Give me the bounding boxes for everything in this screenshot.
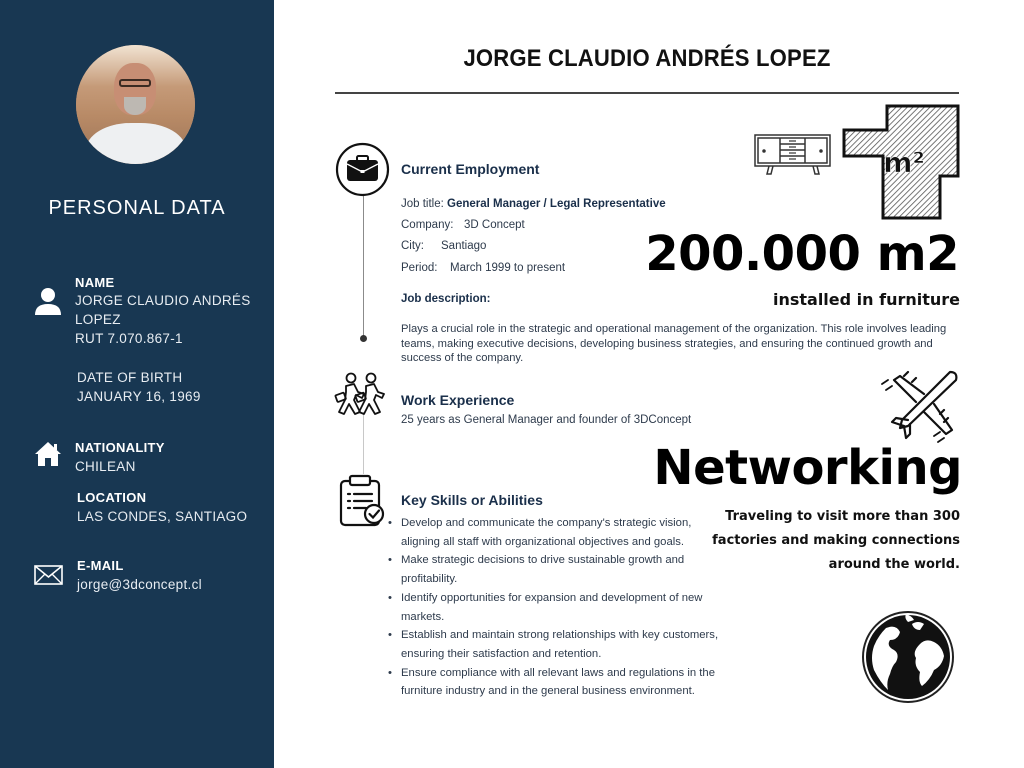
nationality-label: NATIONALITY	[75, 440, 165, 455]
page-title: JORGE CLAUDIO ANDRÉS LOPEZ	[463, 45, 831, 72]
airplane-icon	[878, 368, 962, 444]
clipboard-check-icon	[339, 474, 387, 528]
timeline-dot	[360, 335, 367, 342]
personal-data-heading: PERSONAL DATA	[48, 197, 226, 219]
nationality-value: CHILEAN	[75, 459, 136, 474]
sideboard-icon	[754, 133, 832, 177]
work-experience-heading: Work Experience	[401, 392, 515, 408]
floor-plan-icon	[842, 104, 960, 220]
period-label: Period:	[401, 262, 438, 274]
networking-caption: Traveling to visit more than 300 factories and making connections around the world.	[712, 509, 960, 572]
email-value[interactable]: jorge@3dconcept.cl	[77, 577, 202, 592]
job-description-label: Job description:	[401, 293, 491, 305]
location-label: LOCATION	[77, 490, 147, 505]
job-title-value: General Manager / Legal Representative	[447, 198, 666, 210]
profile-photo	[76, 45, 195, 164]
title-divider	[335, 92, 959, 94]
skill-item: • Ensure compliance with all relevant laws and regulations in the furniture industry and in the general business environment.	[388, 664, 723, 701]
area-stat-caption: installed in furniture	[772, 290, 960, 309]
key-skills-list	[388, 514, 723, 701]
home-icon	[34, 441, 62, 467]
work-experience-text: 25 years as General Manager and founder of 3DConcept	[401, 414, 692, 426]
company-value: 3D Concept	[464, 219, 525, 231]
area-stat-value: 200.000 m2	[645, 226, 959, 282]
name-label: NAME	[75, 275, 115, 290]
networking-heading: Networking	[653, 440, 962, 496]
skill-item: • Establish and maintain strong relationships with key customers, ensuring their satisfaction and retention.	[388, 626, 723, 663]
briefcase-icon	[335, 142, 390, 197]
rut-value: RUT 7.070.867-1	[75, 331, 183, 346]
person-icon	[34, 287, 62, 317]
key-skills-heading: Key Skills or Abilities	[401, 492, 543, 508]
city-label: City:	[401, 240, 424, 252]
city-value: Santiago	[441, 240, 487, 252]
period-value: March 1999 to present	[450, 262, 566, 274]
skill-item: • Identify opportunities for expansion and development of new markets.	[388, 589, 723, 626]
company-field	[401, 219, 525, 231]
floor-plan-label: m²	[883, 146, 925, 179]
city-field	[401, 240, 486, 252]
timeline-line	[363, 195, 364, 337]
personal-data-sidebar	[0, 0, 274, 768]
job-title-label: Job title:	[401, 198, 444, 210]
period-field	[401, 262, 565, 274]
skill-item: • Make strategic decisions to drive sustainable growth and profitability.	[388, 551, 723, 588]
skill-item: • Develop and communicate the company's strategic vision, aligning all staff with organizational objectives and goals.	[388, 514, 723, 551]
company-label: Company:	[401, 219, 454, 231]
timeline-line	[363, 412, 364, 474]
current-employment-heading: Current Employment	[401, 161, 540, 177]
job-title-field	[401, 198, 666, 210]
location-value: LAS CONDES, SANTIAGO	[77, 509, 248, 524]
job-description-text: Plays a crucial role in the strategic and operational management of the organization. This role involves leading teams, making executive decisions, developing business strategies, and ensuring the continued growth and success of the company.	[401, 323, 947, 364]
email-label: E-MAIL	[77, 558, 124, 573]
dob-label: DATE OF BIRTH	[77, 370, 183, 385]
business-people-icon	[334, 372, 390, 416]
globe-icon	[860, 610, 956, 704]
name-line-2: LOPEZ	[75, 312, 121, 327]
dob-value: JANUARY 16, 1969	[77, 389, 201, 404]
name-line-1: JORGE CLAUDIO ANDRÉS	[75, 293, 251, 308]
envelope-icon	[34, 565, 63, 585]
